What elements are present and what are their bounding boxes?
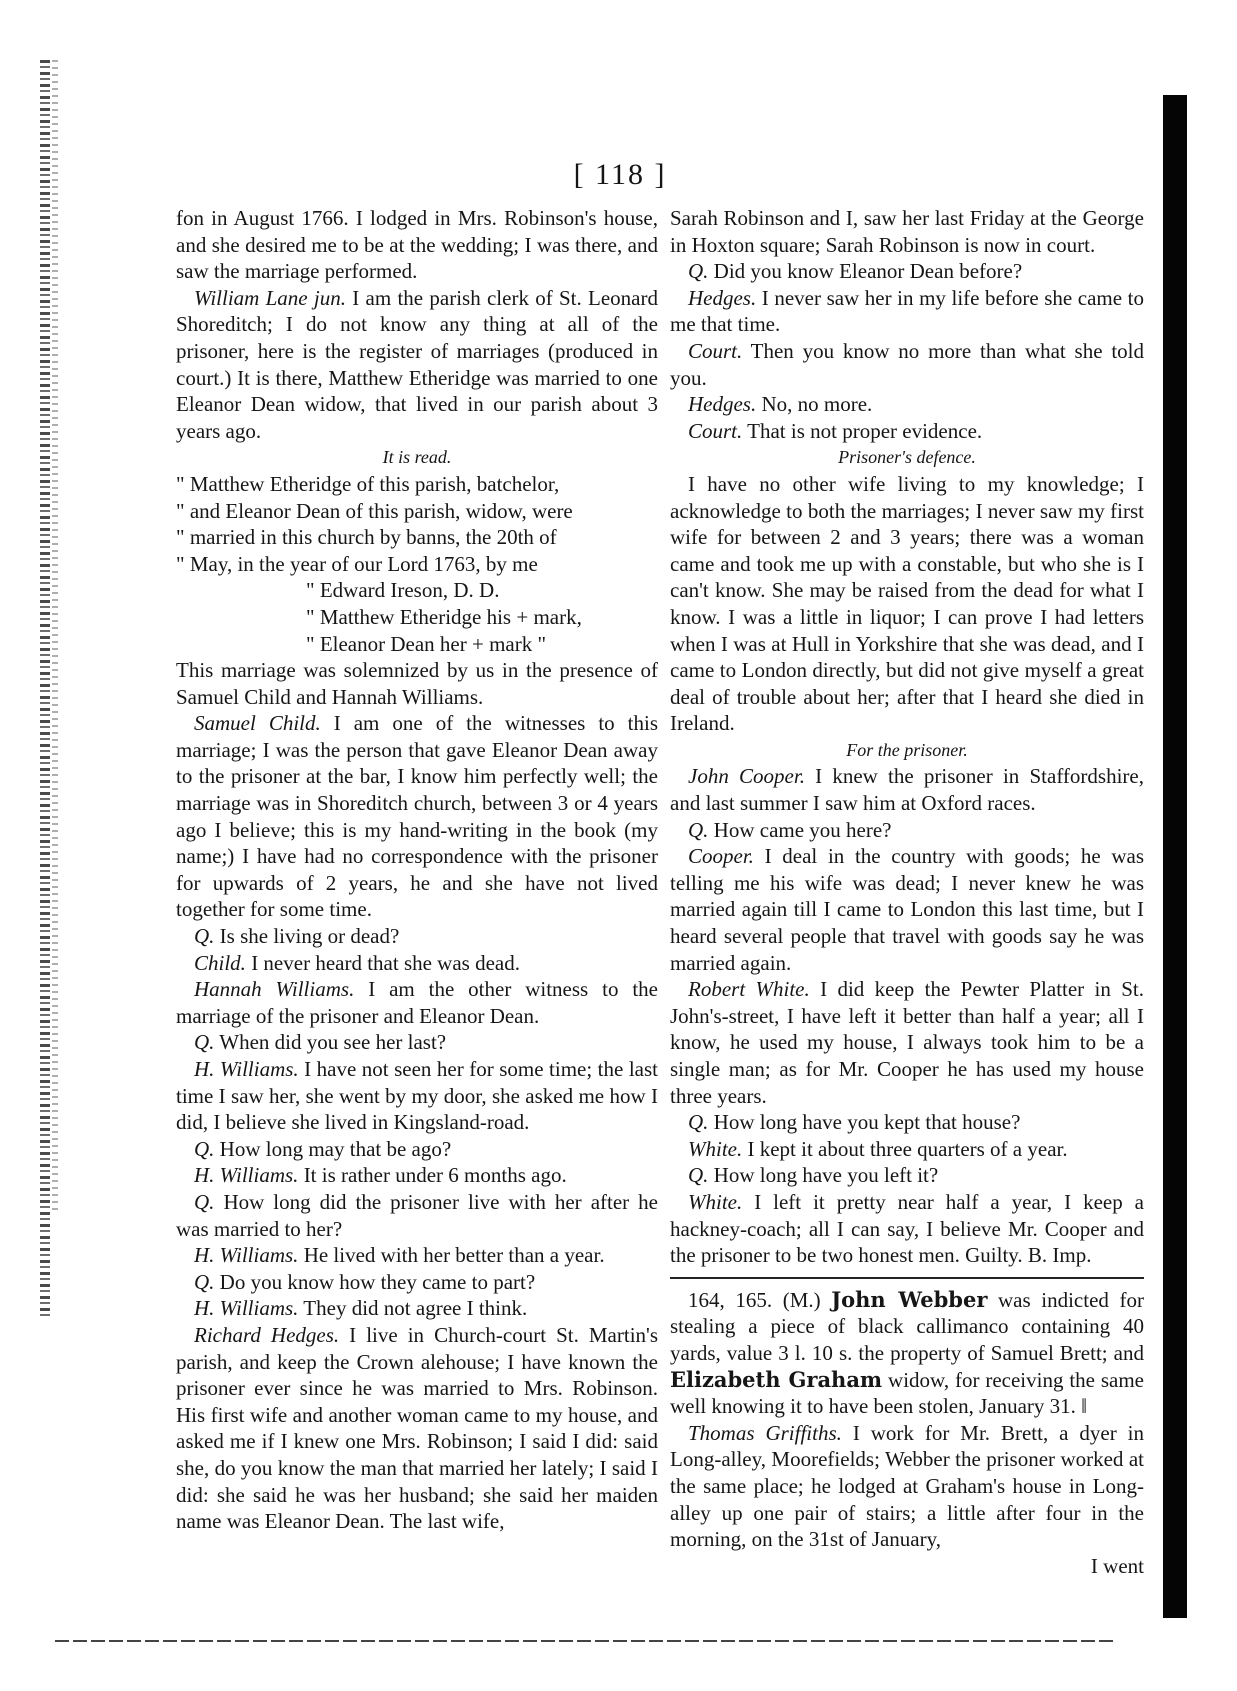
speaker-name: Q. bbox=[688, 259, 709, 284]
paragraph bbox=[176, 710, 658, 923]
scan-bottom-rule bbox=[55, 1640, 1115, 1642]
paragraph-text: They did not agree I think. bbox=[298, 1296, 528, 1321]
paragraph-text: I am one of the witnesses to this marriage; I was the person that gave Eleanor Dean away to the prisoner at the bar, I know him perfectly well; the marriage was in Shoreditch church, between 3 or 4 years ago I believe; this is my hand-writing in the book (my name;) I have had no correspondence with the prisoner for upwards of 2 years, he and she have not lived together for some time. bbox=[176, 711, 658, 922]
paragraph bbox=[176, 285, 658, 445]
speaker-name: H. Williams. bbox=[194, 1057, 299, 1081]
paragraph-text: I left it pretty near half a year, I keep a hackney-coach; all I can say, I believe Mr. Cooper and the prisoner to be two honest men. Guilty. B. Imp. bbox=[670, 1189, 1144, 1268]
speaker-name: H. Williams. bbox=[194, 1243, 299, 1268]
speaker-name: Court. bbox=[688, 418, 743, 443]
paragraph bbox=[670, 471, 1144, 737]
paragraph-text: Did you know Eleanor Dean before? bbox=[708, 259, 1023, 284]
paragraph bbox=[670, 1189, 1144, 1269]
paragraph bbox=[670, 1109, 1144, 1136]
paragraph bbox=[670, 418, 1144, 445]
scan-margin-noise-secondary bbox=[52, 60, 58, 1210]
paragraph-text: I deal in the country with goods; he was telling me his wife was dead; I never knew he was married again till I came to London this last time, but I heard several people that travel with goods say he was married again. bbox=[670, 844, 1144, 975]
paragraph-text: I kept it about three quarters of a year. bbox=[742, 1136, 1068, 1161]
paragraph bbox=[176, 551, 658, 578]
paragraph-text: I did keep the Pewter Platter in St. John's-street, I have left it better than half a year; all I know, he used my house, I always took him to be a single man; as for Mr. Cooper he has used my house three years. bbox=[670, 977, 1144, 1108]
paragraph bbox=[176, 498, 658, 525]
speaker-name: Q. bbox=[194, 924, 215, 949]
paragraph-text: I work for Mr. Brett, a dyer in Long-alley, Moorefields; Webber the prisoner worked at the same place; he lodged at Graham's house in Long-alley up one pair of stairs; a little after four in the morning, on the 31st of January, bbox=[670, 1420, 1144, 1552]
paragraph-text: Is she living or dead? bbox=[214, 924, 400, 949]
paragraph bbox=[176, 205, 658, 285]
paragraph-text: Then you know no more than what she told you. bbox=[670, 338, 1144, 390]
speaker-name: Q. bbox=[194, 1030, 215, 1055]
paragraph-text: " Matthew Etheridge his + mark, bbox=[306, 604, 582, 629]
paragraph-text: I never heard that she was dead. bbox=[245, 950, 520, 975]
paragraph bbox=[670, 1287, 1144, 1420]
paragraph bbox=[176, 1136, 658, 1163]
paragraph-text: Sarah Robinson and I, saw her last Friday at the George in Hoxton square; Sarah Robinson is now in court. bbox=[670, 206, 1144, 257]
paragraph bbox=[670, 1553, 1144, 1580]
paragraph-text: Prisoner's defence. bbox=[838, 447, 976, 468]
right-column bbox=[670, 205, 1144, 1579]
section-rule bbox=[670, 1277, 1144, 1279]
paragraph-text: I have no other wife living to my knowledge; I acknowledge to both the marriages; I never saw my first wife for between 2 and 3 years; there was a woman came and took me up with a constable, but who she is I can't know. She may be raised from the dead for what I know. I was a little in liquor; I can prove I had letters when I was at Hull in Yorkshire that she was dead, and I came to London directly, but did not give myself a great deal of trouble about her; after that I heard she died in Ireland. bbox=[670, 471, 1144, 736]
paragraph bbox=[670, 391, 1144, 418]
paragraph bbox=[176, 604, 658, 631]
paragraph bbox=[176, 1189, 658, 1242]
paragraph-text: How long have you left it? bbox=[708, 1163, 939, 1188]
speaker-name: Hedges. bbox=[688, 392, 757, 417]
paragraph-text: It is rather under 6 months ago. bbox=[298, 1163, 567, 1188]
paragraph bbox=[670, 285, 1144, 338]
paragraph-text: For the prisoner. bbox=[846, 739, 968, 760]
paragraph-text: I knew the prisoner in Staffordshire, and last summer I saw him at Oxford races. bbox=[670, 764, 1144, 816]
paragraph bbox=[176, 471, 658, 498]
paragraph bbox=[176, 577, 658, 604]
speaker-name: John Cooper. bbox=[688, 764, 805, 789]
paragraph bbox=[176, 1056, 658, 1136]
paragraph bbox=[176, 1295, 658, 1322]
paragraph bbox=[670, 1162, 1144, 1189]
speaker-name: Q. bbox=[194, 1136, 215, 1161]
speaker-name: Q. bbox=[194, 1189, 215, 1214]
paragraph-text: How long may that be ago? bbox=[214, 1136, 452, 1161]
paragraph-text: " Matthew Etheridge of this parish, batchelor, bbox=[176, 471, 560, 496]
speaker-name: H. Williams. bbox=[194, 1163, 299, 1188]
paragraph bbox=[176, 1162, 658, 1189]
scan-edge-bar bbox=[1163, 95, 1187, 1618]
defendant-name: John Webber bbox=[831, 1286, 988, 1312]
paragraph-text: Do you know how they came to part? bbox=[214, 1269, 536, 1294]
paragraph-text: I live in Church-court St. Martin's parish, and keep the Crown alehouse; I have known the prisoner ever since he was married to Mrs. Robinson. His first wife and another woman came to my house, and asked me if I knew one Mrs. Robinson; I said I did: said she, do you know the man that married her lately; I said I did: she said he was her husband; she said her maiden name was Eleanor Dean. The last wife, bbox=[176, 1322, 658, 1534]
paragraph-text: I am the parish clerk of St. Leonard Shoreditch; I do not know any thing at all of the prisoner, here is the register of marriages (produced in court.) It is there, Matthew Etheridge was married to one Eleanor Dean widow, that lived in our parish about 3 years ago. bbox=[176, 285, 658, 443]
paragraph bbox=[176, 631, 658, 658]
paragraph bbox=[176, 444, 658, 471]
paragraph-text: No, no more. bbox=[756, 392, 873, 417]
speaker-name: William Lane jun. bbox=[194, 285, 346, 310]
paragraph-text: How came you here? bbox=[708, 817, 892, 842]
paragraph bbox=[670, 976, 1144, 1109]
speaker-name: H. Williams. bbox=[194, 1296, 299, 1321]
speaker-name: White. bbox=[688, 1136, 743, 1161]
paragraph bbox=[670, 338, 1144, 391]
page-number: [ 118 ] bbox=[573, 158, 667, 191]
speaker-name: Q. bbox=[688, 1110, 709, 1135]
left-column bbox=[176, 205, 658, 1535]
paragraph bbox=[176, 976, 658, 1029]
paragraph-text: " Edward Ireson, D. D. bbox=[306, 578, 500, 603]
paragraph-text: I have not seen her for some time; the last time I saw her, she went by my door, she asked me how I did, I believe she lived in Kingsland-road. bbox=[176, 1057, 658, 1135]
paragraph bbox=[176, 1242, 658, 1269]
paragraph bbox=[670, 817, 1144, 844]
paragraph bbox=[176, 1322, 658, 1535]
paragraph bbox=[670, 843, 1144, 976]
paragraph bbox=[176, 1269, 658, 1296]
defendant-name: Elizabeth Graham bbox=[670, 1366, 883, 1392]
speaker-name: Samuel Child. bbox=[194, 711, 321, 736]
speaker-name: Q. bbox=[688, 817, 709, 842]
speaker-name: Robert White. bbox=[688, 977, 810, 1002]
speaker-name: Q. bbox=[194, 1269, 215, 1294]
paragraph bbox=[176, 923, 658, 950]
paragraph-text: " and Eleanor Dean of this parish, widow, were bbox=[176, 498, 573, 523]
speaker-name: Richard Hedges. bbox=[194, 1322, 340, 1347]
paragraph bbox=[670, 258, 1144, 285]
paragraph bbox=[670, 1136, 1144, 1163]
paragraph bbox=[176, 657, 658, 710]
paragraph-text: " Eleanor Dean her + mark " bbox=[306, 631, 547, 656]
speaker-name: Hedges. bbox=[688, 285, 757, 310]
paragraph-text: It is read. bbox=[382, 447, 452, 468]
speaker-name: Thomas Griffiths. bbox=[688, 1420, 842, 1445]
speaker-name: Court. bbox=[688, 338, 743, 363]
paragraph-text: How long did the prisoner live with her after he was married to her? bbox=[176, 1189, 658, 1241]
speaker-name: Hannah Williams. bbox=[194, 977, 355, 1002]
paragraph-text: I went bbox=[1090, 1553, 1144, 1578]
paragraph bbox=[670, 205, 1144, 258]
speaker-name: Cooper. bbox=[688, 844, 754, 869]
paragraph bbox=[670, 444, 1144, 471]
speaker-name: White. bbox=[688, 1189, 743, 1214]
paragraph-text: " married in this church by banns, the 20th of bbox=[176, 525, 557, 550]
scan-margin-noise bbox=[40, 60, 50, 1320]
paragraph-text: was indicted for stealing a piece of black callimanco containing 40 yards, value 3 l. 10 s. the property of Samuel Brett; and bbox=[670, 1287, 1144, 1365]
paragraph-text: widow, for receiving the same well knowing it to have been stolen, January 31. ‖ bbox=[670, 1367, 1144, 1419]
paragraph-text: When did you see her last? bbox=[214, 1030, 447, 1055]
paragraph-text: That is not proper evidence. bbox=[742, 418, 983, 443]
speaker-name: Q. bbox=[688, 1163, 709, 1188]
paragraph bbox=[670, 1420, 1144, 1553]
paragraph bbox=[176, 524, 658, 551]
paragraph bbox=[670, 737, 1144, 764]
speaker-name: Child. bbox=[194, 950, 246, 975]
paragraph bbox=[670, 763, 1144, 816]
paragraph-text: " May, in the year of our Lord 1763, by me bbox=[176, 551, 538, 576]
paragraph-text: How long have you kept that house? bbox=[708, 1110, 1021, 1135]
paragraph-text: fon in August 1766. I lodged in Mrs. Robinson's house, and she desired me to be at the wedding; I was there, and saw the marriage performed. bbox=[176, 206, 658, 284]
paragraph-text: This marriage was solemnized by us in the presence of Samuel Child and Hannah Williams. bbox=[176, 658, 658, 709]
paragraph-text: He lived with her better than a year. bbox=[298, 1243, 605, 1268]
case-number: 164, 165. (M.) bbox=[688, 1287, 832, 1312]
paragraph bbox=[176, 1029, 658, 1056]
paragraph-text: I am the other witness to the marriage of the prisoner and Eleanor Dean. bbox=[176, 977, 658, 1028]
paragraph bbox=[176, 950, 658, 977]
paragraph-text: I never saw her in my life before she came to me that time. bbox=[670, 285, 1144, 337]
